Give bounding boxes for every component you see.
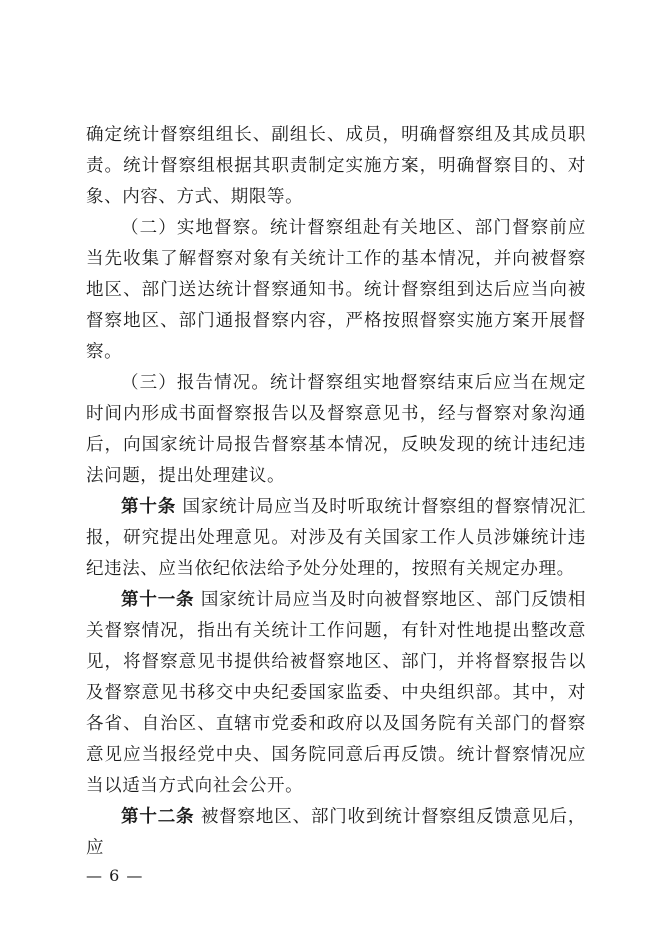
page-number: — 6 — <box>86 866 144 885</box>
article-12 <box>86 802 586 864</box>
paragraph-1: 确定统计督察组组长、副组长、成员，明确督察组及其成员职责。统计督察组根据其职责制定实施方案，明确督察目的、对象、内容、方式、期限等。 <box>86 125 586 207</box>
article-10-text: 国家统计局应当及时听取统计督察组的督察情况汇报，研究提出处理意见。对涉及有关国家工作人员涉嫌统计违纪违法、应当依纪依法给予处分处理的，按照有关规定办理。 <box>86 497 586 579</box>
article-12-text: 被督察地区、部门收到统计督察组反馈意见后，应 <box>86 807 586 858</box>
article-11-heading: 第十一条 <box>121 590 195 610</box>
document-body <box>86 120 586 864</box>
article-10-heading: 第十条 <box>121 497 177 517</box>
article-11 <box>86 585 586 802</box>
article-11-text: 国家统计局应当及时向被督察地区、部门反馈相关督察情况，指出有关统计工作问题，有针对性地提出整改意见，将督察意见书提供给被督察地区、部门，并将督察报告以及督察意见书移交中央纪委国家监委、中央组织部。其中，对各省、自治区、直辖市党委和政府以及国务院有关部门的督察意见应当报经党中央、国务院同意后再反馈。统计督察情况应当以适当方式向社会公开。 <box>86 590 586 796</box>
paragraph-3: （三）报告情况。统计督察组实地督察结束后应当在规定时间内形成书面督察报告以及督察意见书，经与督察对象沟通后，向国家统计局报告督察基本情况，反映发现的统计违纪违法问题，提出处理建议。 <box>86 373 586 486</box>
article-12-heading: 第十二条 <box>121 807 195 827</box>
article-10 <box>86 492 586 585</box>
paragraph-2: （二）实地督察。统计督察组赴有关地区、部门督察前应当先收集了解督察对象有关统计工作的基本情况，并向被督察地区、部门送达统计督察通知书。统计督察组到达后应当向被督察地区、部门通报督察内容，严格按照督察实施方案开展督察。 <box>86 218 586 362</box>
